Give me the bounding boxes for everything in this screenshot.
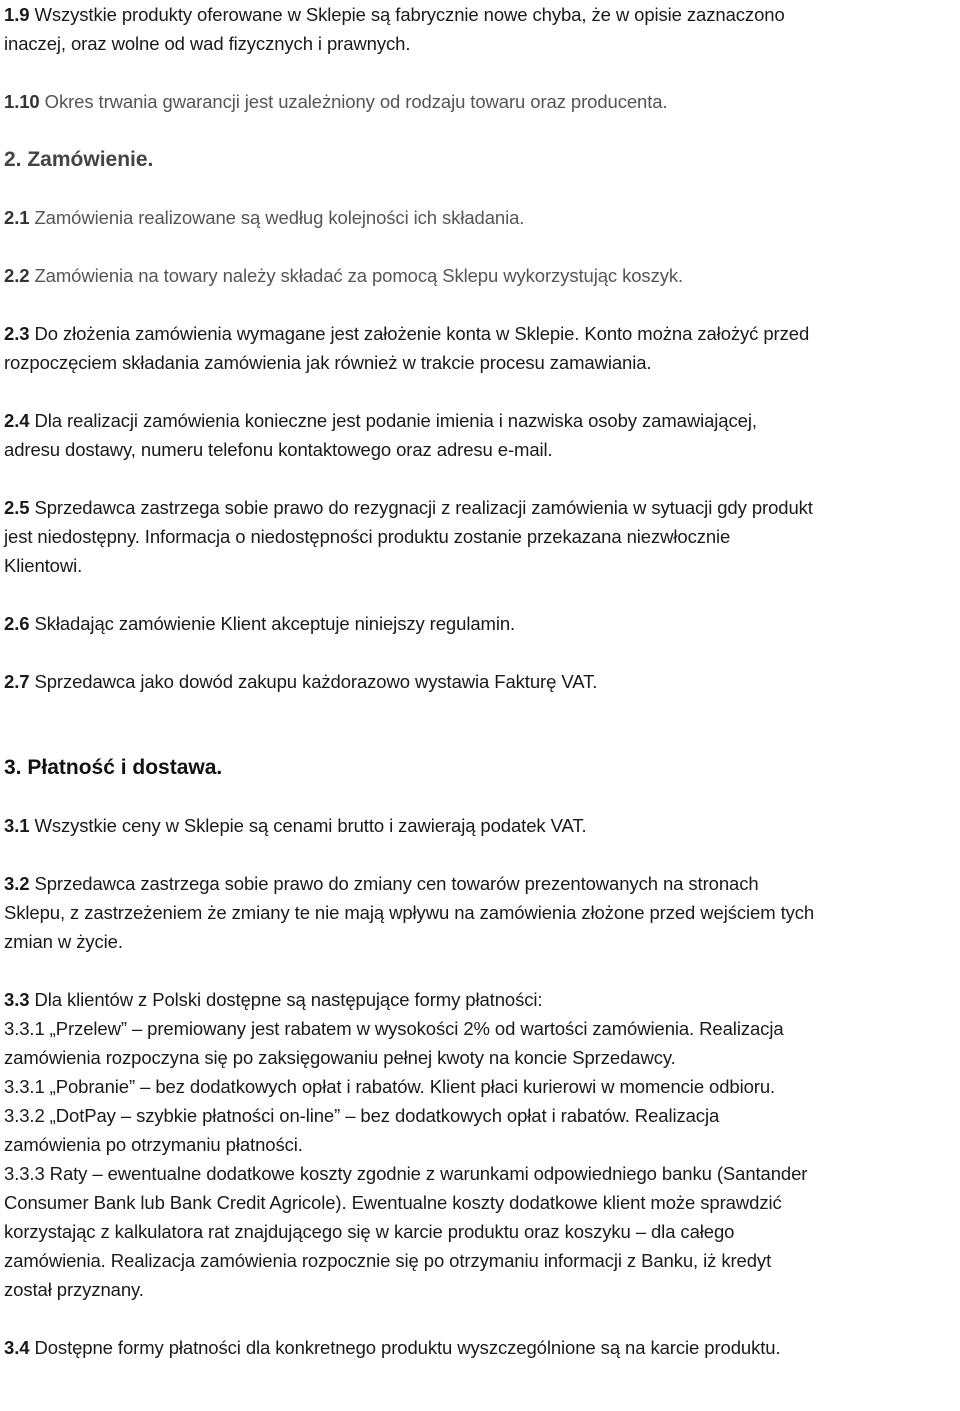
payment-option-line: 3.3.1 „Pobranie” – bez dodatkowych opłat i rabatów. Klient płaci kurierowi w momencie odbioru. [4, 1076, 776, 1097]
item-2-6 [4, 609, 958, 638]
paragraph-line: Okres trwania gwarancji jest uzależniony od rodzaju towaru oraz producenta. [44, 91, 668, 112]
item-number: 1.9 [4, 4, 30, 25]
payment-option-line: został przyznany. [4, 1279, 144, 1300]
payment-option-line: 3.3.2 „DotPay – szybkie płatności on-line” – bez dodatkowych opłat i rabatów. Realizacja [4, 1105, 720, 1126]
document-page [4, 0, 958, 1362]
item-3-4 [4, 1333, 958, 1362]
payment-option-line: korzystając z kalkulatora rat znajdującego się w karcie produktu oraz koszyku – dla całego [4, 1221, 735, 1242]
item-2-2 [4, 261, 958, 290]
payment-option-line: zamówienia. Realizacja zamówienia rozpocznie się po otrzymaniu informacji z Banku, iż kredyt [4, 1250, 772, 1271]
paragraph-line: Sprzedawca jako dowód zakupu każdorazowo wystawia Fakturę VAT. [34, 671, 598, 692]
item-2-5 [4, 493, 958, 522]
item-3-3 [4, 985, 958, 1014]
item-number: 2.2 [4, 265, 30, 286]
paragraph-line: Do złożenia zamówienia wymagane jest założenie konta w Sklepie. Konto można założyć przed [34, 323, 810, 344]
item-2-7 [4, 667, 958, 696]
paragraph-line: zmian w życie. [4, 931, 123, 952]
item-number: 2.6 [4, 613, 30, 634]
paragraph-line: Dla klientów z Polski dostępne są następujące formy płatności: [34, 989, 543, 1010]
section-heading-3: 3. Płatność i dostawa. [4, 756, 223, 779]
paragraph-line: Sklepu, z zastrzeżeniem że zmiany te nie mają wpływu na zamówienia złożone przed wejściem tych [4, 902, 815, 923]
section-heading-2: 2. Zamówienie. [4, 148, 154, 171]
payment-option-line: 3.3.3 Raty – ewentualne dodatkowe koszty zgodnie z warunkami odpowiedniego banku (Santander [4, 1163, 808, 1184]
item-number: 2.7 [4, 671, 30, 692]
payment-option-line: zamówienia rozpoczyna się po zaksięgowaniu pełnej kwoty na koncie Sprzedawcy. [4, 1047, 676, 1068]
paragraph-line: Wszystkie produkty oferowane w Sklepie są fabrycznie nowe chyba, że w opisie zaznaczono [34, 4, 785, 25]
paragraph-line: Sprzedawca zastrzega sobie prawo do zmiany cen towarów prezentowanych na stronach [34, 873, 759, 894]
paragraph-1-9 [4, 0, 958, 29]
payment-option-line: zamówienia po otrzymaniu płatności. [4, 1134, 303, 1155]
paragraph-line: Składając zamówienie Klient akceptuje niniejszy regulamin. [34, 613, 516, 634]
item-number: 1.10 [4, 91, 40, 112]
item-number: 2.5 [4, 497, 30, 518]
paragraph-line: Klientowi. [4, 555, 83, 576]
paragraph-line: Wszystkie ceny w Sklepie są cenami brutto i zawierają podatek VAT. [34, 815, 587, 836]
payment-option-line: Consumer Bank lub Bank Credit Agricole). Ewentualne koszty dodatkowe klient może sprawdzić [4, 1192, 782, 1213]
paragraph-line: jest niedostępny. Informacja o niedostępności produktu zostanie przekazana niezwłocznie [4, 526, 731, 547]
paragraph-line: adresu dostawy, numeru telefonu kontaktowego oraz adresu e-mail. [4, 439, 553, 460]
item-2-3 [4, 319, 958, 348]
item-number: 2.4 [4, 410, 30, 431]
item-2-1 [4, 203, 958, 232]
item-number: 3.3 [4, 989, 30, 1010]
item-number: 2.3 [4, 323, 30, 344]
item-3-1 [4, 811, 958, 840]
paragraph-line: Zamówienia na towary należy składać za pomocą Sklepu wykorzystując koszyk. [34, 265, 684, 286]
item-3-2 [4, 869, 958, 898]
paragraph-line: Sprzedawca zastrzega sobie prawo do rezygnacji z realizacji zamówienia w sytuacji gdy produkt [34, 497, 813, 518]
paragraph-line: Dla realizacji zamówienia konieczne jest podanie imienia i nazwiska osoby zamawiającej, [34, 410, 757, 431]
paragraph-line: Zamówienia realizowane są według kolejności ich składania. [34, 207, 525, 228]
item-number: 3.4 [4, 1337, 30, 1358]
item-number: 3.1 [4, 815, 30, 836]
paragraph-1-10 [4, 87, 958, 116]
paragraph-line: rozpoczęciem składania zamówienia jak również w trakcie procesu zamawiania. [4, 352, 652, 373]
item-number: 3.2 [4, 873, 30, 894]
item-2-4 [4, 406, 958, 435]
paragraph-line: Dostępne formy płatności dla konkretnego produktu wyszczególnione są na karcie produktu. [34, 1337, 781, 1358]
paragraph-line: inaczej, oraz wolne od wad fizycznych i prawnych. [4, 33, 411, 54]
item-number: 2.1 [4, 207, 30, 228]
payment-option-line: 3.3.1 „Przelew” – premiowany jest rabatem w wysokości 2% od wartości zamówienia. Realizacja [4, 1018, 784, 1039]
